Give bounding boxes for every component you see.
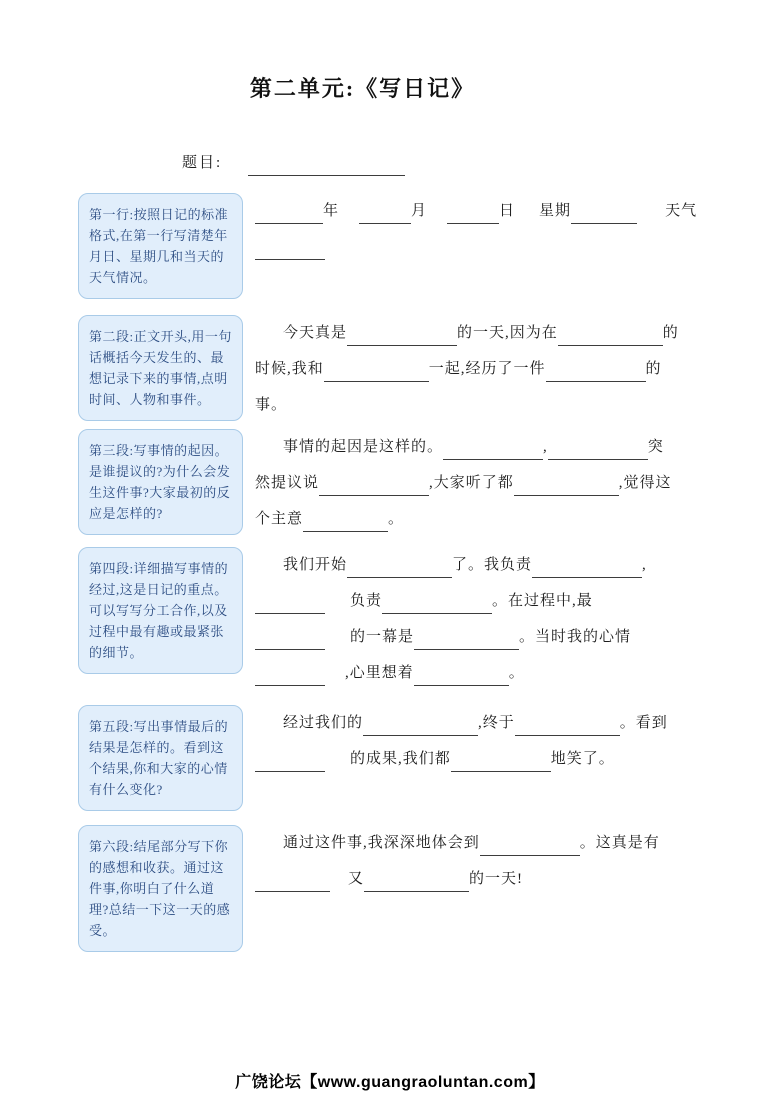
- fill-in-blank: [414, 635, 519, 650]
- text-segment: 。在过程中,最: [492, 593, 593, 609]
- spacer: [339, 214, 359, 215]
- worksheet-line: [255, 501, 702, 537]
- section-content: [255, 315, 702, 423]
- fill-in-blank: [255, 635, 325, 650]
- fill-in-blank: [363, 721, 478, 736]
- fill-in-blank: [532, 563, 642, 578]
- fill-in-blank: [514, 481, 619, 496]
- section-4: [78, 547, 702, 691]
- text-segment: 天气: [665, 203, 698, 219]
- fill-in-blank: [255, 245, 325, 260]
- fill-in-blank: [319, 481, 429, 496]
- worksheet-line: [255, 387, 702, 423]
- fill-in-blank: [548, 445, 648, 460]
- page-title: 第二单元:《写日记》: [249, 76, 476, 101]
- section-content: [255, 705, 702, 777]
- sections: [78, 193, 702, 952]
- hint-box: 第五段:写出事情最后的结果是怎样的。看到这个结果,你和大家的心情有什么变化?: [78, 705, 243, 811]
- spacer: [515, 214, 539, 215]
- text-segment: 。当时我的心情: [519, 629, 632, 645]
- spacer: [255, 726, 283, 727]
- fill-in-blank: [447, 209, 499, 224]
- fill-in-blank: [480, 841, 580, 856]
- worksheet-line: [255, 547, 702, 583]
- text-segment: 一起,经历了一件: [428, 361, 546, 377]
- text-segment: 。这真是有: [579, 835, 660, 851]
- spacer: [637, 214, 665, 215]
- topic-row: [182, 145, 780, 181]
- spacer: [325, 676, 345, 677]
- fill-in-blank: [303, 517, 388, 532]
- text-segment: 我们开始: [283, 557, 348, 573]
- spacer: [325, 762, 350, 763]
- text-segment: 事情的起因是这样的。: [283, 439, 444, 455]
- text-segment: 了。我负责: [452, 557, 533, 573]
- topic-label: 题目:: [182, 155, 223, 171]
- fill-in-blank: [571, 209, 637, 224]
- text-segment: 的一幕是: [350, 629, 415, 645]
- worksheet-line: [255, 583, 702, 619]
- section-2: [78, 315, 702, 423]
- fill-in-blank: [255, 209, 323, 224]
- spacer: [255, 846, 283, 847]
- worksheet-line: [255, 351, 702, 387]
- worksheet-line: [255, 229, 702, 265]
- text-segment: 经过我们的: [283, 715, 364, 731]
- text-segment: 的: [645, 361, 662, 377]
- fill-in-blank: [546, 367, 646, 382]
- text-segment: 突: [647, 439, 664, 455]
- worksheet-line: [255, 861, 702, 897]
- section-content: [255, 547, 702, 691]
- worksheet-line: [255, 655, 702, 691]
- worksheet-line: [255, 825, 702, 861]
- text-segment: 日: [499, 203, 516, 219]
- text-segment: 又: [348, 871, 365, 887]
- spacer: [255, 450, 283, 451]
- text-segment: ,终于: [478, 715, 515, 731]
- spacer: [325, 604, 350, 605]
- text-segment: 个主意: [255, 511, 304, 527]
- text-segment: ,: [543, 439, 548, 455]
- fill-in-blank: [558, 331, 663, 346]
- worksheet-line: [255, 705, 702, 741]
- text-segment: 。: [508, 665, 525, 681]
- text-segment: 月: [411, 203, 428, 219]
- fill-in-blank: [347, 331, 457, 346]
- text-segment: 今天真是: [283, 325, 348, 341]
- text-segment: ,大家听了都: [429, 475, 514, 491]
- section-content: [255, 429, 702, 537]
- worksheet-line: [255, 429, 702, 465]
- fill-in-blank: [255, 757, 325, 772]
- fill-in-blank: [364, 877, 469, 892]
- text-segment: 然提议说: [255, 475, 320, 491]
- spacer: [228, 166, 242, 167]
- text-segment: 年: [323, 203, 340, 219]
- fill-in-blank: [515, 721, 620, 736]
- worksheet-line: [255, 465, 702, 501]
- section-6: [78, 825, 702, 952]
- hint-box: 第三段:写事情的起因。是谁提议的?为什么会发生这件事?大家最初的反应是怎样的?: [78, 429, 243, 535]
- text-segment: 。看到: [619, 715, 668, 731]
- text-segment: 的: [662, 325, 679, 341]
- worksheet-line: [255, 619, 702, 655]
- fill-in-blank: [414, 671, 509, 686]
- spacer: [325, 640, 350, 641]
- text-segment: 时候,我和: [255, 361, 324, 377]
- fill-in-blank: [255, 599, 325, 614]
- text-segment: 。: [388, 511, 405, 527]
- spacer: [255, 336, 283, 337]
- section-5: [78, 705, 702, 813]
- text-segment: ,觉得这: [618, 475, 672, 491]
- text-segment: 通过这件事,我深深地体会到: [283, 835, 480, 851]
- section-content: [255, 825, 702, 897]
- hint-box: 第二段:正文开头,用一句话概括今天发生的、最想记录下来的事情,点明时间、人物和事件。: [78, 315, 243, 421]
- text-segment: 负责: [350, 593, 383, 609]
- section-1: [78, 193, 702, 301]
- text-segment: ,: [642, 557, 647, 573]
- fill-in-blank: [255, 877, 330, 892]
- fill-in-blank: [443, 445, 543, 460]
- spacer: [427, 214, 447, 215]
- fill-in-blank: [347, 563, 452, 578]
- fill-in-blank: [324, 367, 429, 382]
- fill-in-blank: [255, 671, 325, 686]
- fill-in-blank: [359, 209, 411, 224]
- text-segment: 的成果,我们都: [350, 751, 451, 767]
- hint-box: 第一行:按照日记的标准格式,在第一行写清楚年月日、星期几和当天的天气情况。: [78, 193, 243, 299]
- topic-blank: [248, 161, 405, 176]
- footer-watermark: 广饶论坛【www.guangraoluntan.com】: [235, 1074, 545, 1091]
- hint-box: 第六段:结尾部分写下你的感想和收获。通过这件事,你明白了什么道理?总结一下这一天的感受。: [78, 825, 243, 952]
- spacer: [330, 882, 348, 883]
- worksheet-line: [255, 315, 702, 351]
- text-segment: 地笑了。: [550, 751, 615, 767]
- text-segment: ,心里想着: [345, 665, 414, 681]
- text-segment: 的一天!: [469, 871, 524, 887]
- fill-in-blank: [451, 757, 551, 772]
- fill-in-blank: [382, 599, 492, 614]
- worksheet-line: [255, 741, 702, 777]
- text-segment: 星期: [539, 203, 572, 219]
- text-segment: 事。: [255, 397, 288, 413]
- section-content: [255, 193, 702, 265]
- worksheet-line: [255, 193, 702, 229]
- section-3: [78, 429, 702, 537]
- text-segment: 的一天,因为在: [457, 325, 558, 341]
- spacer: [255, 568, 283, 569]
- hint-box: 第四段:详细描写事情的经过,这是日记的重点。可以写写分工合作,以及过程中最有趣或最紧张的细节。: [78, 547, 243, 674]
